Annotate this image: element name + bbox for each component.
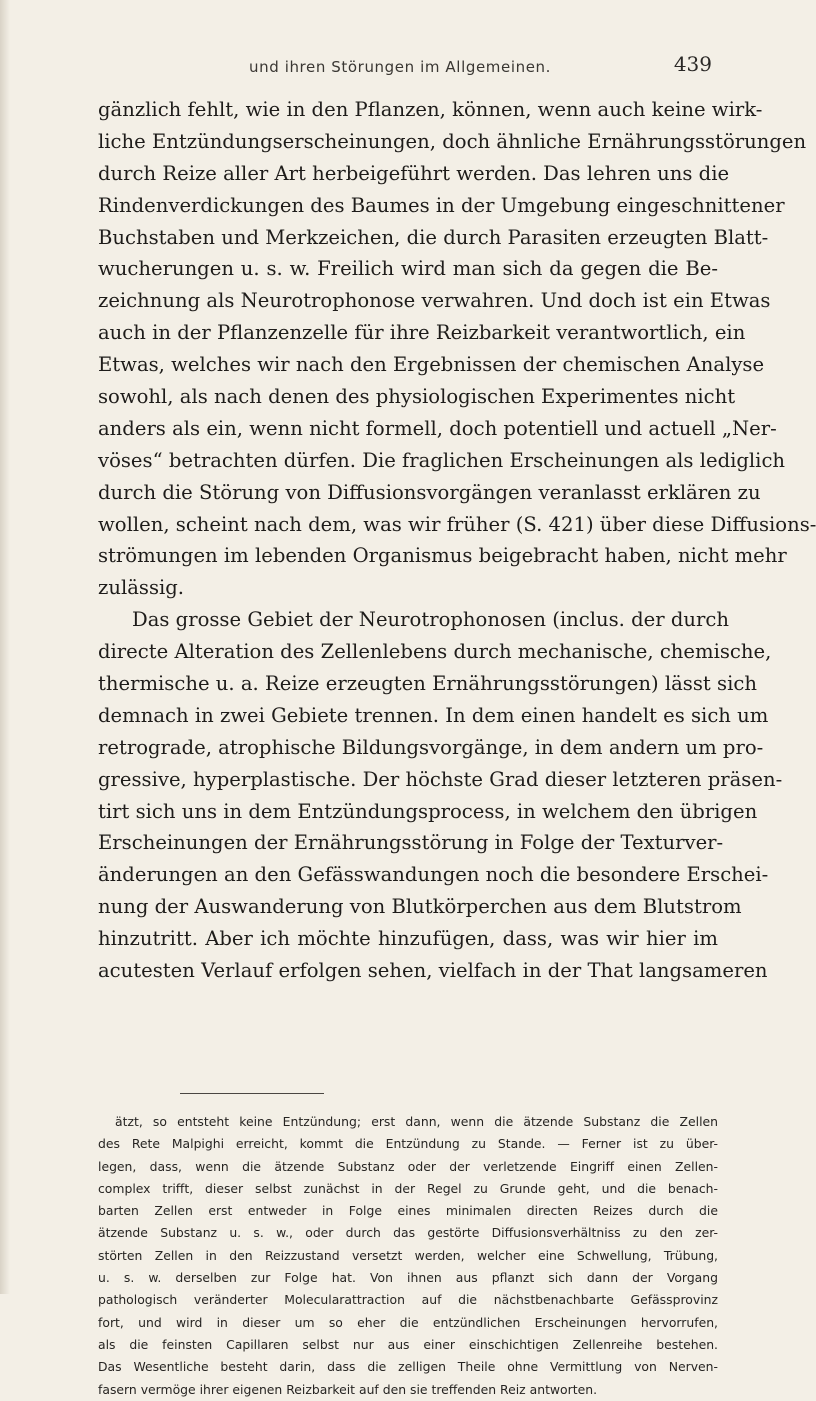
running-head: und ihren Störungen im Allgemeinen. [248, 58, 551, 76]
footnote-line: barten Zellen erst entweder in Folge eines minimalen directen Reizes durch die [98, 1203, 718, 1219]
text-line: thermische u. a. Reize erzeugten Ernährungsstörungen) lässt sich [98, 672, 757, 696]
text-line: wollen, scheint nach dem, was wir früher (S. 421) über diese Diffusions- [98, 512, 816, 536]
text-line: retrograde, atrophische Bildungsvorgänge, in dem andern um pro- [98, 735, 764, 759]
main-text [98, 94, 816, 987]
text-line: Das grosse Gebiet der Neurotrophonosen (inclus. der durch [132, 608, 729, 632]
text-line: Rindenverdickungen des Baumes in der Umgebung eingeschnittener [98, 193, 785, 217]
text-line: demnach in zwei Gebiete trennen. In dem einen handelt es sich um [98, 703, 769, 727]
footnote-line: Das Wesentliche besteht darin, dass die zelligen Theile ohne Vermittlung von Nerven- [98, 1359, 718, 1375]
footnote-line: u. s. w. derselben zur Folge hat. Von ihnen aus pflanzt sich dann der Vorgang [98, 1270, 718, 1286]
footnote-line: als die feinsten Capillaren selbst nur aus einer einschichtigen Zellenreihe bestehen. [98, 1336, 718, 1352]
page-number: 439 [673, 52, 712, 76]
text-line: zulässig. [98, 576, 185, 600]
text-line: vöses“ betrachten dürfen. Die fraglichen Erscheinungen als lediglich [98, 448, 786, 472]
page-header [0, 52, 800, 82]
text-line: acutesten Verlauf erfolgen sehen, vielfach in der That langsameren [98, 959, 768, 983]
text-line: wucherungen u. s. w. Freilich wird man sich da gegen die Be- [98, 257, 718, 281]
text-line: durch die Störung von Diffusionsvorgängen veranlasst erklären zu [98, 480, 761, 504]
footnote-divider [180, 1093, 324, 1094]
text-line: Erscheinungen der Ernährungsstörung in Folge der Texturver- [98, 831, 724, 855]
footnote-line: störten Zellen in den Reizzustand versetzt werden, welcher eine Schwellung, Trübung, [98, 1247, 718, 1263]
text-line: sowohl, als nach denen des physiologischen Experimentes nicht [98, 385, 736, 409]
text-line: auch in der Pflanzenzelle für ihre Reizbarkeit verantwortlich, ein [98, 321, 746, 345]
text-line: strömungen im lebenden Organismus beigebracht haben, nicht mehr [98, 544, 787, 568]
footnote-line: des Rete Malpighi erreicht, kommt die Entzündung zu Stande. — Ferner ist zu über- [98, 1136, 718, 1152]
text-line: tirt sich uns in dem Entzündungsprocess, in welchem den übrigen [98, 799, 758, 823]
page-edge [0, 0, 10, 1294]
text-line: directe Alteration des Zellenlebens durch mechanische, chemische, [98, 640, 772, 664]
text-line: liche Entzündungserscheinungen, doch ähnliche Ernährungsstörungen [98, 129, 807, 153]
text-line: Etwas, welches wir nach den Ergebnissen der chemischen Analyse [98, 353, 765, 377]
text-line: zeichnung als Neurotrophonose verwahren. Und doch ist ein Etwas [98, 289, 771, 313]
footnote-line: complex trifft, dieser selbst zunächst in der Regel zu Grunde geht, und die benach- [98, 1180, 718, 1196]
text-line: gressive, hyperplastische. Der höchste Grad dieser letzteren präsen- [98, 767, 783, 791]
text-line: hinzutritt. Aber ich möchte hinzufügen, dass, was wir hier im [98, 927, 718, 951]
footnote-line: legen, dass, wenn die ätzende Substanz oder der verletzende Eingriff einen Zellen- [98, 1158, 718, 1174]
text-line: gänzlich fehlt, wie in den Pflanzen, können, wenn auch keine wirk- [98, 98, 763, 121]
text-line: durch Reize aller Art herbeigeführt werden. Das lehren uns die [98, 161, 730, 185]
footnote [98, 1111, 718, 1401]
footnote-line: fasern vermöge ihrer eigenen Reizbarkeit auf den sie treffenden Reiz antworten. [98, 1381, 598, 1397]
footnote-line: ätzt, so entsteht keine Entzündung; erst dann, wenn die ätzende Substanz die Zellen [115, 1114, 718, 1129]
text-line: anders als ein, wenn nicht formell, doch potentiell und actuell „Ner- [98, 416, 777, 440]
text-line: änderungen an den Gefässwandungen noch die besondere Erschei- [98, 863, 769, 887]
footnote-line: pathologisch veränderter Molecularattraction auf die nächstbenachbarte Gefässprovinz [98, 1292, 718, 1308]
text-line: nung der Auswanderung von Blutkörperchen aus dem Blutstrom [98, 895, 742, 919]
footnote-line: ätzende Substanz u. s. w., oder durch das gestörte Diffusionsverhältniss zu den zer- [98, 1225, 718, 1241]
text-line: Buchstaben und Merkzeichen, die durch Parasiten erzeugten Blatt- [98, 225, 769, 249]
footnote-line: fort, und wird in dieser um so eher die entzündlichen Erscheinungen hervorrufen, [98, 1314, 718, 1330]
